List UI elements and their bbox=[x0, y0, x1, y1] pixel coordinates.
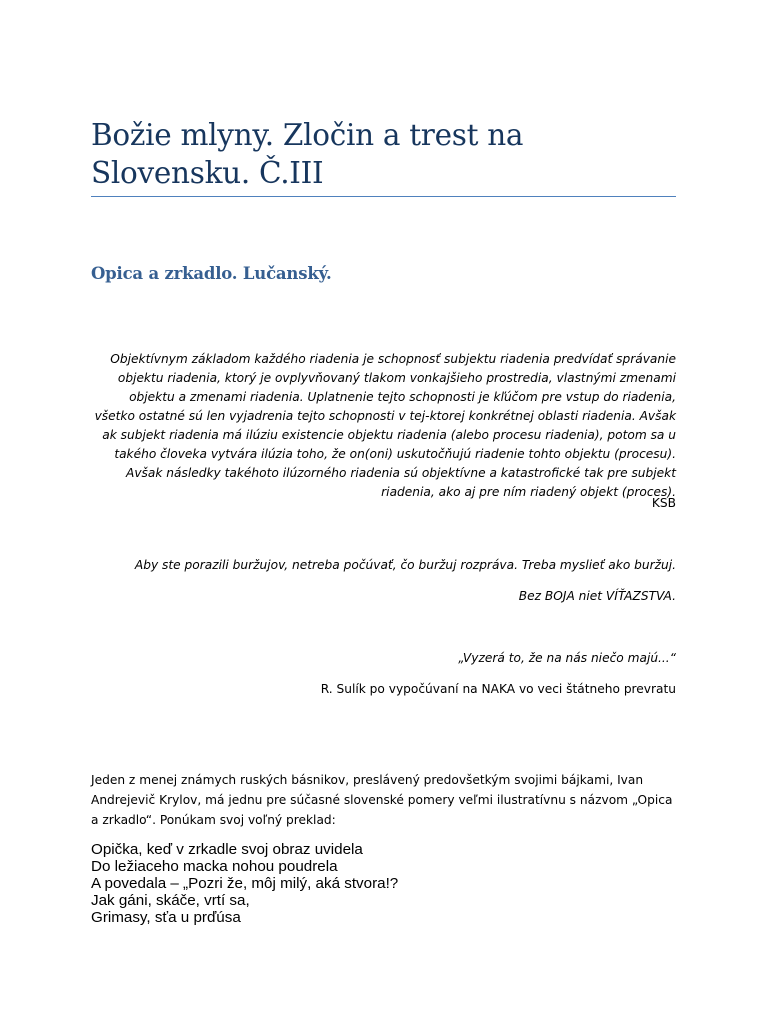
poem bbox=[91, 841, 676, 926]
document-title: Božie mlyny. Zločin a trest na Slovensku. Č.III bbox=[91, 118, 524, 190]
poem-line: Jak gáni, skáče, vrtí sa, bbox=[91, 892, 250, 909]
epigraph-attribution-boj: Bez BOJA niet VÍŤAZSTVA. bbox=[518, 589, 676, 603]
poem-line: Opička, keď v zrkadle svoj obraz uvidela bbox=[91, 841, 363, 858]
poem-line: A povedala – „Pozri že, môj milý, aká stvora!? bbox=[91, 875, 399, 892]
poem-line: Do ležiaceho macka nohou poudrela bbox=[91, 858, 338, 875]
document-subtitle: Opica a zrkadlo. Lučanský. bbox=[91, 264, 332, 283]
title-divider bbox=[91, 196, 676, 197]
epigraph-quote-burzuj: Aby ste porazili buržujov, netreba počúvať, čo buržuj rozpráva. Treba myslieť ako buržuj. bbox=[134, 558, 676, 572]
epigraph-quote-sulik: „Vyzerá to, že na nás niečo majú...“ bbox=[458, 651, 676, 665]
epigraph-quote-ksb: Objektívnym základom každého riadenia je schopnosť subjektu riadenia predvídať správanie objektu riadenia, ktorý je ovplyvňovaný tlakom vonkajšieho prostredia, vlastnými zmenami objektu a zmenami riadenia. Uplatnenie tejto schopnosti je kľúčom pre vstup do riadenia, všetko ostatné sú len vyjadrenia tejto schopnosti v tej-ktorej konkrétnej oblasti riadenia. Avšak ak subjekt riadenia má ilúziu existencie objektu riadenia (alebo procesu riadenia), potom sa u takého človeka vytvára ilúzia toho, že on(oni) uskutočňujú riadenie tohto objektu (procesu). Avšak následky takéhoto ilúzorného riadenia sú objektívne a katastrofické tak pre subjekt riadenia, ako aj pre ním riadený objekt (proces). bbox=[94, 352, 676, 499]
poem-line: Grimasy, sťa u prďúsa bbox=[91, 909, 241, 926]
epigraph-attribution-sulik: R. Sulík po vypočúvaní na NAKA vo veci štátneho prevratu bbox=[320, 682, 676, 696]
intro-paragraph: Jeden z menej známych ruských básnikov, preslávený predovšetkým svojimi bájkami, Ivan Andrejevič Krylov, má jednu pre súčasné slovenské pomery veľmi ilustratívnu s názvom „Opica a zrkadlo“. Ponúkam svoj voľný preklad: bbox=[91, 773, 673, 827]
epigraph-attribution-ksb: KSB bbox=[651, 496, 676, 510]
